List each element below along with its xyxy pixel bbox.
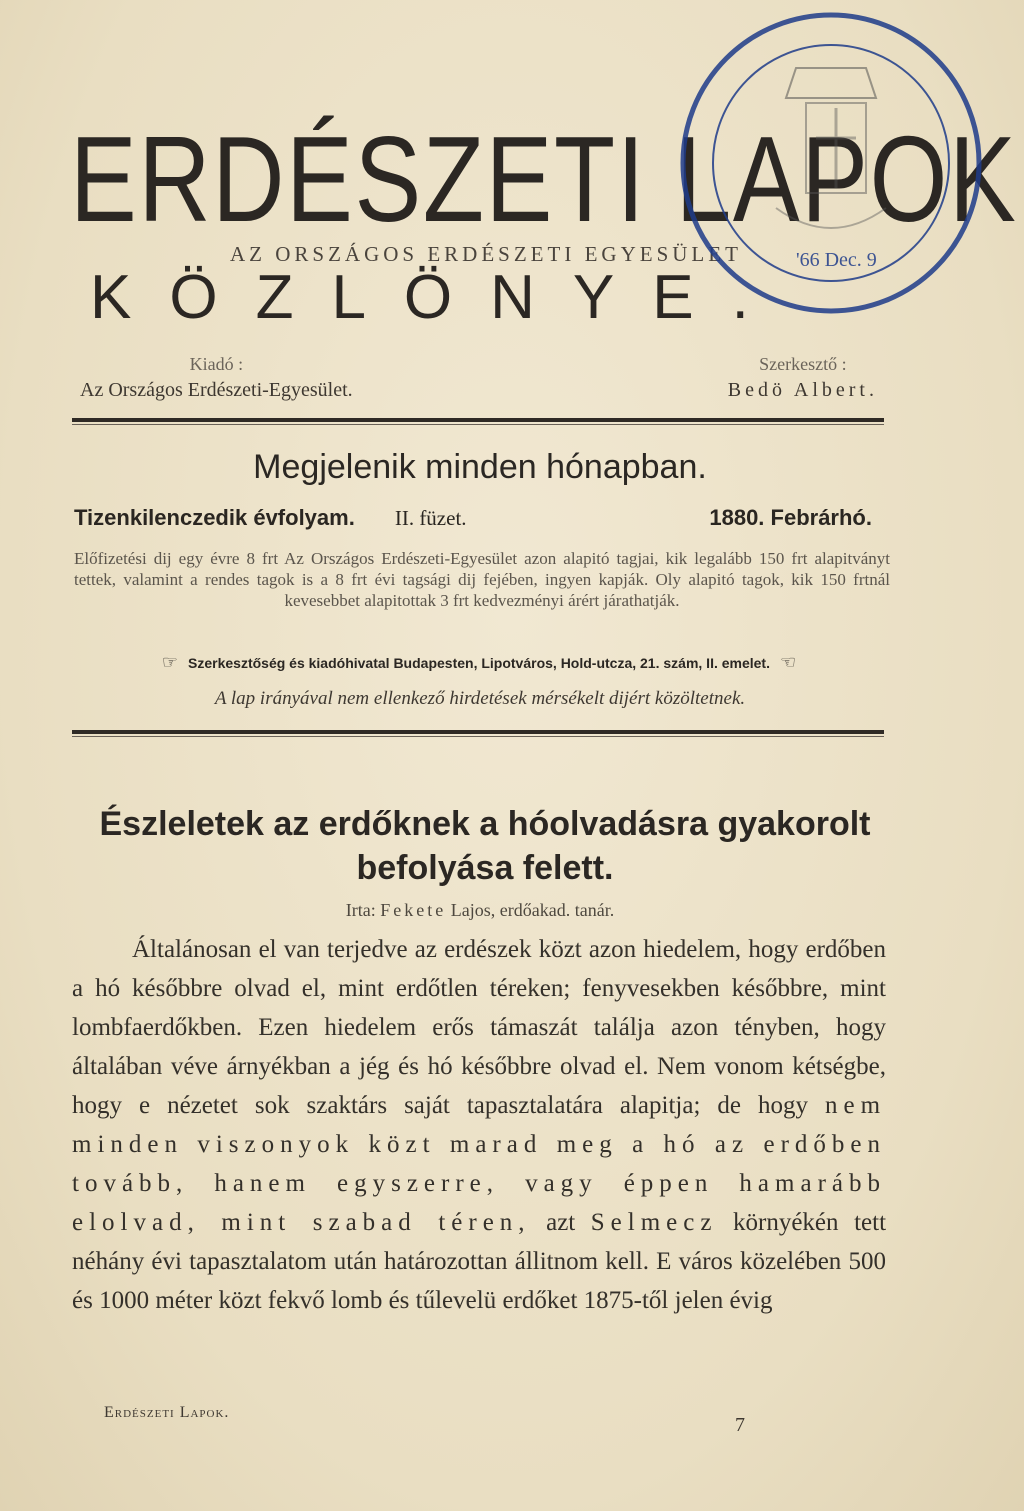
library-stamp-icon <box>676 8 986 318</box>
masthead-kozlonye: KÖZLÖNYE. <box>90 263 787 332</box>
address-text: Szerkesztőség és kiadóhivatal Budapesten, Lipotváros, Hold-utcza, 21. szám, II. emelet. <box>188 654 770 671</box>
editor-label: Szerkesztő : <box>759 354 847 374</box>
issue-date: 1880. Febrárhó. <box>709 505 872 530</box>
article-title: Észleletek az erdőknek a hóolvadásra gyakorolt befolyása felett. <box>99 805 871 887</box>
body-text-spaced2: Selmecz <box>590 1209 718 1236</box>
pointing-hand-right-icon: ☞ <box>161 652 179 672</box>
article-paragraph <box>72 930 886 1320</box>
header-divider <box>72 418 884 422</box>
issue-volume: Tizenkilenczedik évfolyam. <box>74 505 355 530</box>
stamp-date-text: '66 Dec. 9 <box>796 249 877 271</box>
body-text-part1: Általánosan el van terjedve az erdészek közt azon hiedelem, hogy erdőben a hó későbbre olvad el, mint erdőtlen téreken; fenyvesekben későbbre, mint lombfaerdőkben. Ezen hiedelem erős támaszát találja azon tényben, hogy általában véve árnyékban a jég és hó későbbre olvad el. Nem vonom kétségbe, hogy e nézetet sok szaktárs saját tapasztalatára alapitja; de hogy <box>72 936 886 1119</box>
publisher-label: Kiadó : <box>189 354 244 374</box>
pointing-hand-left-icon: ☜ <box>779 652 797 672</box>
footer-journal-name: Erdészeti Lapok. <box>104 1404 230 1421</box>
author-suffix: Lajos, erdőakad. tanár. <box>450 900 615 920</box>
article-body <box>72 930 886 1320</box>
body-text-spaced: nem minden viszonyok közt marad meg a hó az erdőben tovább, hanem egyszerre, vagy éppen hamarább elolvad, mint szabad téren, <box>72 1092 887 1236</box>
issue-number: II. füzet. <box>394 506 467 530</box>
ads-note: A lap irányával nem ellenkező hirdetések mérsékelt dijért közöltetnek. <box>214 688 746 709</box>
subscription-info: Előfizetési dij egy évre 8 frt Az Országos Erdészeti-Egyesület azon alapitó tagjai, kik legalább 150 frt alapitványt tettek, valamint a rendes tagok is a 8 frt évi tagsági dij fejében, ingyen kapják. Oly alapitó tagok, kik 150 frtnál kevesebbet alapitottak 3 frt kedvezményi árért járathatják. <box>74 549 890 610</box>
publisher-block <box>80 354 353 402</box>
article-author <box>0 900 960 921</box>
editor-name: Bedö Albert. <box>727 379 878 401</box>
publisher-name: Az Országos Erdészeti-Egyesület. <box>80 379 353 401</box>
editor-block <box>728 354 878 402</box>
masthead-title: ERDÉSZETI LAPOK <box>70 111 1018 247</box>
address-line <box>74 652 884 673</box>
body-text-part3: környékén tett néhány évi tapasztalatom után határozottan állitnom kell. E város közelében 500 és 1000 méter közt fekvő lomb és tűlevelü erdőket 1875-től jelen évig <box>72 1209 887 1314</box>
body-text-part2: azt <box>546 1209 576 1236</box>
issue-line <box>74 505 886 531</box>
section-divider <box>72 730 884 734</box>
author-name: Fekete <box>380 900 447 920</box>
issue-banner: Megjelenik minden hónapban. <box>253 448 707 486</box>
author-prefix: Irta: <box>345 900 376 920</box>
masthead-subtitle: AZ ORSZÁGOS ERDÉSZETI EGYESÜLET <box>230 242 742 266</box>
page-number: 7 <box>735 1414 745 1436</box>
